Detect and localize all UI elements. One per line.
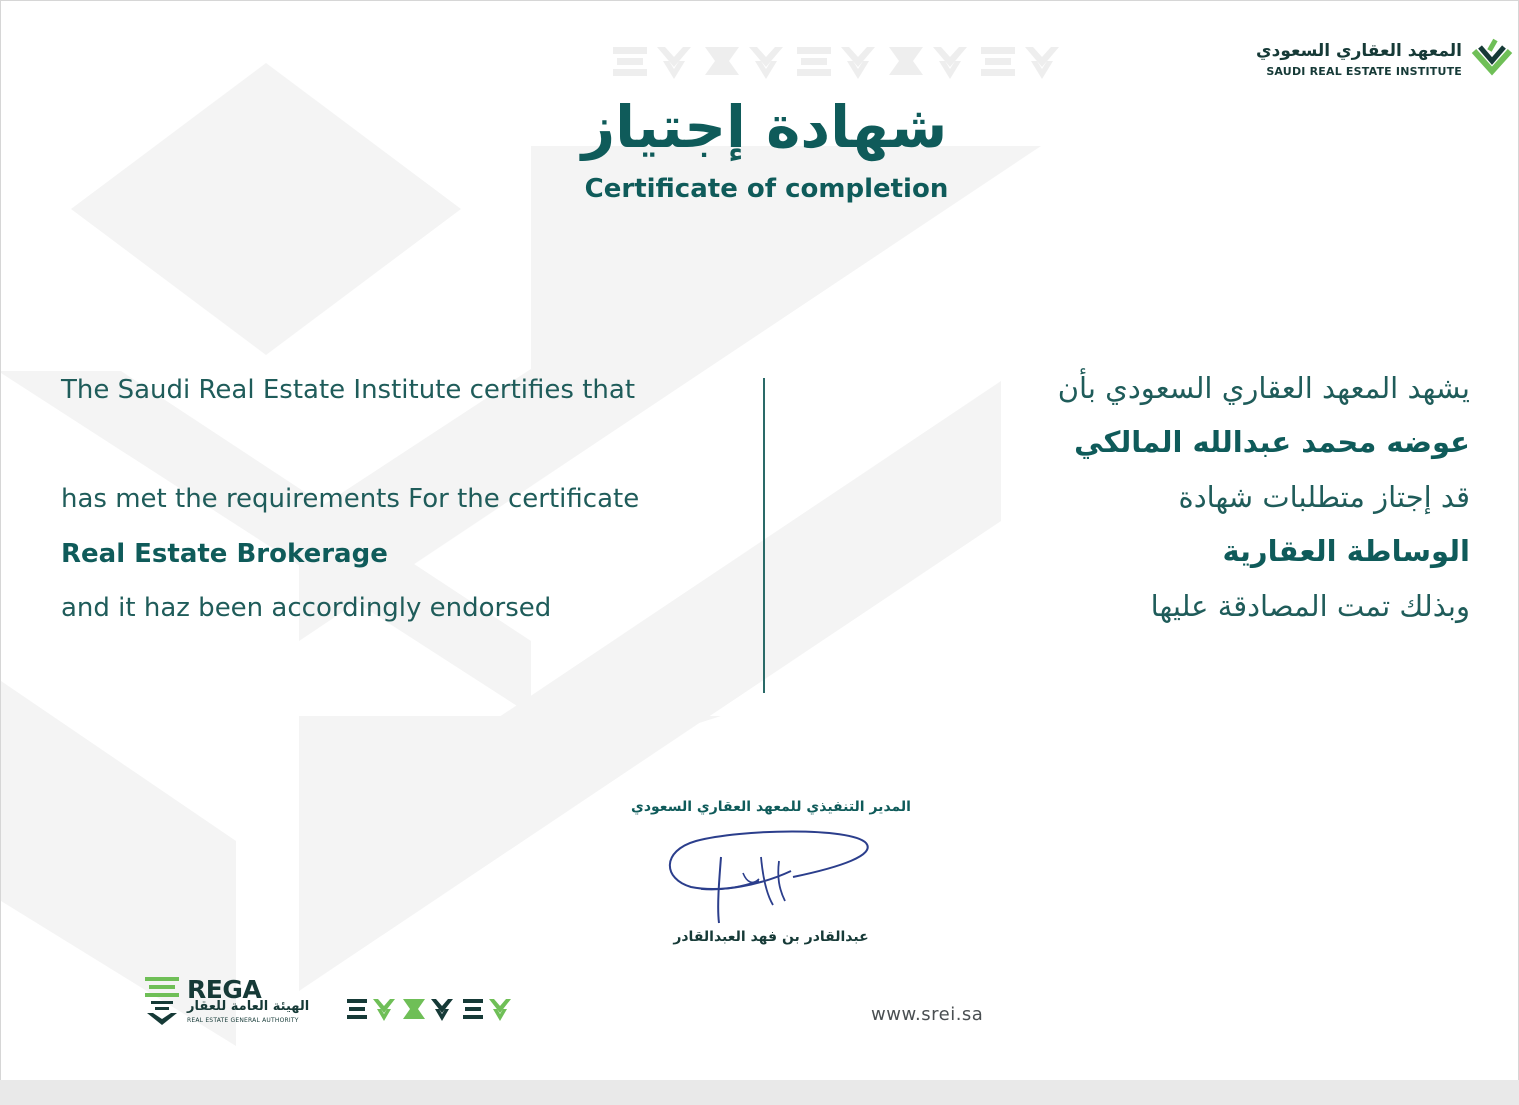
brand-name-ar: المعهد العقاري السعودي	[1256, 41, 1462, 61]
rega-logo-icon	[141, 975, 183, 1025]
rega-name-ar: الهيئة العامة للعقار	[187, 999, 310, 1014]
column-divider	[763, 378, 765, 693]
english-requirements-line: has met the requirements For the certificate	[61, 484, 640, 514]
english-endorsed-line: and it haz been accordingly endorsed	[61, 593, 552, 623]
footer-pattern-icon	[345, 997, 517, 1025]
arabic-certifies-line: يشهد المعهد العقاري السعودي بأن	[1057, 371, 1470, 405]
signer-name: عبدالقادر بن فهد العبدالقادر	[673, 929, 869, 945]
rega-title: REGA	[187, 975, 262, 1004]
certificate-title-en: Certificate of completion	[584, 174, 949, 204]
english-certifies-line: The Saudi Real Estate Institute certifies that	[61, 375, 636, 405]
english-course-name: Real Estate Brokerage	[61, 539, 388, 569]
website-link[interactable]: www.srei.sa	[871, 1004, 984, 1025]
arabic-course-name: الوساطة العقارية	[1222, 534, 1470, 568]
arabic-endorsed-line: وبذلك تمت المصادقة عليها	[1150, 589, 1470, 623]
decorative-pattern-icon	[611, 43, 1081, 85]
signer-title: المدير التنفيذي للمعهد العقاري السعودي	[631, 799, 911, 815]
recipient-name: عوضه محمد عبدالله المالكي	[1074, 425, 1470, 459]
srei-logo-icon	[1470, 37, 1514, 81]
arabic-requirements-line: قد إجتاز متطلبات شهادة	[1178, 480, 1470, 514]
certificate-title-ar: شهادة إجتياز	[581, 93, 948, 161]
brand-name-en: SAUDI REAL ESTATE INSTITUTE	[1266, 65, 1462, 78]
signature-icon	[661, 827, 876, 927]
rega-name-en: REAL ESTATE GENERAL AUTHORITY	[187, 1017, 299, 1024]
